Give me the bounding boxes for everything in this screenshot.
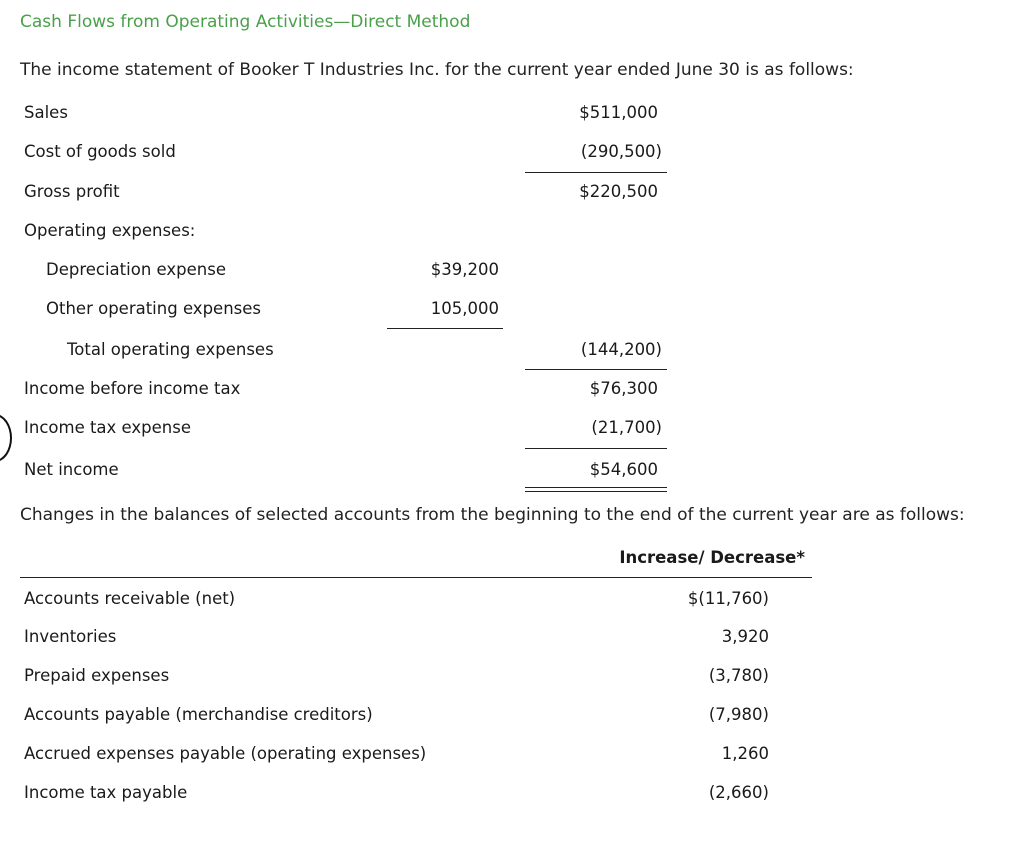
sales-label: Sales [24, 103, 68, 122]
gross-profit-value: $220,500 [579, 182, 658, 201]
depreciation-label: Depreciation expense [46, 260, 226, 279]
table-row-value: 1,260 [721, 744, 769, 763]
cogs-label: Cost of goods sold [24, 142, 176, 161]
table-row-value: (2,660) [708, 783, 769, 802]
income-before-tax-value: $76,300 [589, 379, 658, 398]
table-row-label: Income tax payable [24, 783, 188, 802]
income-tax-value: (21,700) [591, 418, 662, 437]
table-row-value: $(11,760) [687, 589, 769, 608]
opex-underline [387, 328, 503, 329]
sales-value: $511,000 [579, 103, 658, 122]
table-row-label: Accounts payable (merchandise creditors) [24, 705, 373, 724]
collapse-handle-icon[interactable] [0, 414, 12, 462]
income-tax-label: Income tax expense [24, 418, 192, 437]
cogs-underline [525, 172, 667, 173]
table-row-value: (3,780) [708, 666, 769, 685]
cogs-value: (290,500) [580, 142, 662, 161]
total-opex-underline [525, 369, 667, 370]
net-income-value: $54,600 [589, 460, 658, 479]
changes-header-rule [20, 577, 812, 578]
total-opex-label: Total operating expenses [67, 340, 274, 359]
changes-intro-text: Changes in the balances of selected accounts from the beginning to the end of the current year are as follows: [20, 505, 965, 525]
increase-decrease-header: Increase/ Decrease* [619, 548, 805, 567]
income-tax-underline [525, 448, 667, 449]
table-row-value: (7,980) [708, 705, 769, 724]
gross-profit-label: Gross profit [24, 182, 120, 201]
net-income-double-underline [525, 487, 667, 492]
other-opex-value: 105,000 [430, 299, 499, 318]
opex-header: Operating expenses: [24, 221, 196, 240]
table-row-label: Accrued expenses payable (operating expenses) [24, 744, 427, 763]
other-opex-label: Other operating expenses [46, 299, 261, 318]
table-row-label: Inventories [24, 627, 117, 646]
net-income-label: Net income [24, 460, 119, 479]
table-row-label: Prepaid expenses [24, 666, 170, 685]
page-title: Cash Flows from Operating Activities—Direct Method [20, 12, 471, 32]
total-opex-value: (144,200) [580, 340, 662, 359]
table-row-label: Accounts receivable (net) [24, 589, 236, 608]
intro-text: The income statement of Booker T Industries Inc. for the current year ended June 30 is as follows: [20, 60, 854, 80]
table-row-value: 3,920 [721, 627, 769, 646]
income-before-tax-label: Income before income tax [24, 379, 241, 398]
depreciation-value: $39,200 [430, 260, 499, 279]
